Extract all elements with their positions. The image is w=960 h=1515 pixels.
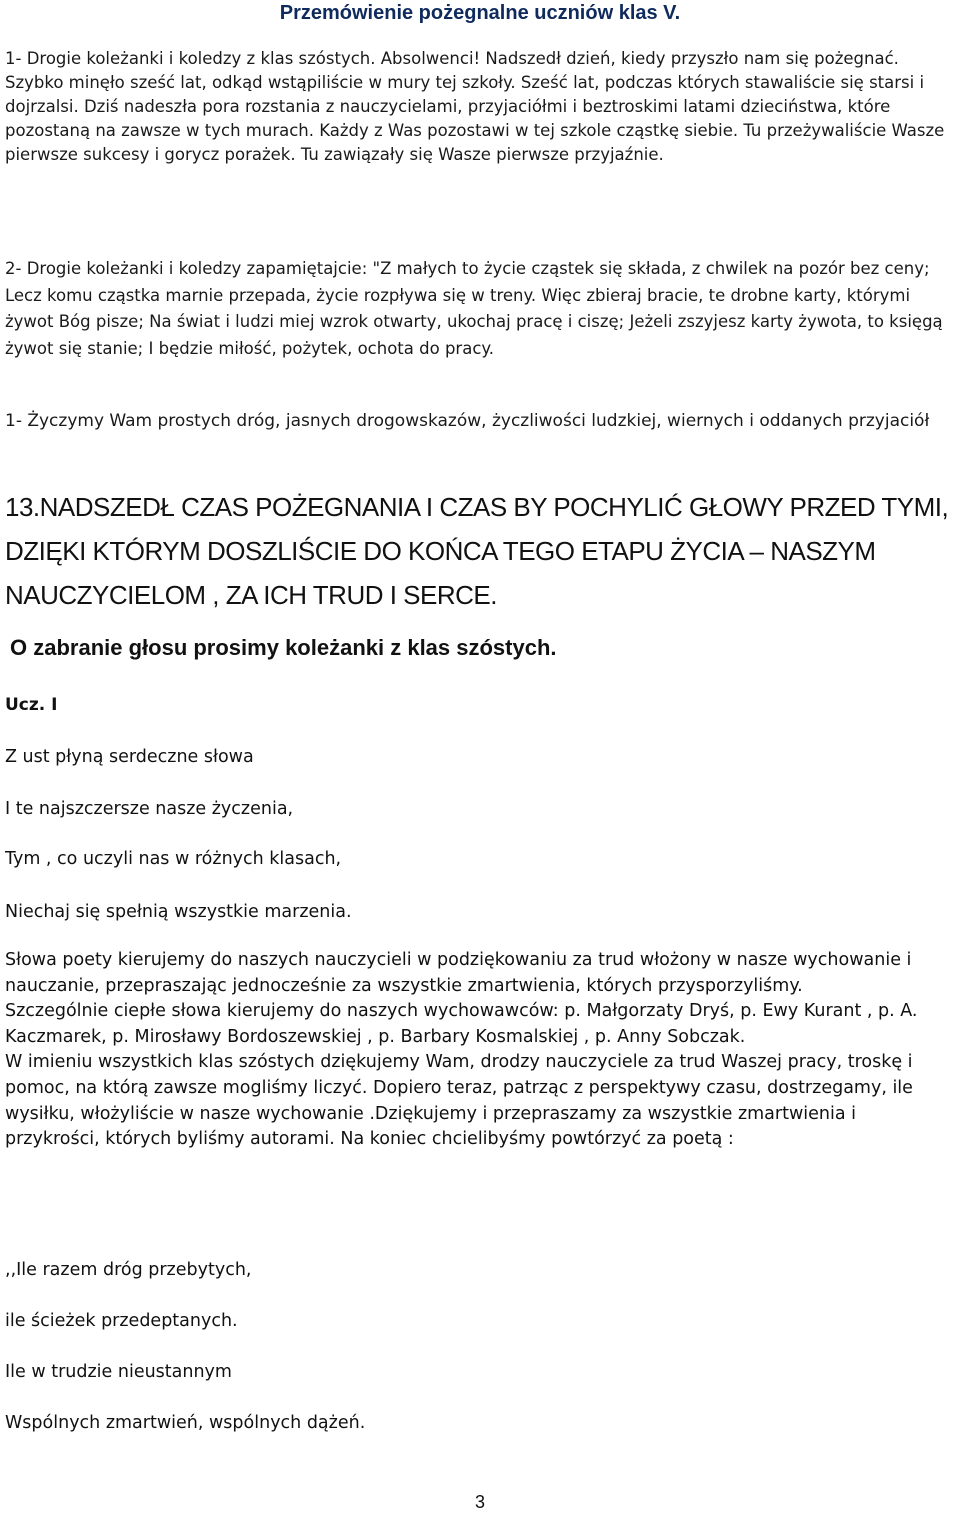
verse-line: Tym , co uczyli nas w różnych klasach,: [5, 849, 342, 869]
body-paragraph: W imieniu wszystkich klas szóstych dziękujemy Wam, drodzy nauczyciele za trud Waszej pracy, troskę i pomoc, na którą zawsze mogliśmy liczyć. Dopiero teraz, patrząc z perspektywy czasu, dostrzegamy, ile wysiłku, włożyliście w nasze wychowanie .Dziękujemy i przepraszamy za wszystkie zmartwienia i przykrości, których byliśmy autorami. Na koniec chcielibyśmy powtórzyć za poetą :: [5, 1052, 913, 1150]
invitation-line: O zabranie głosu prosimy koleżanki z klas szóstych.: [10, 635, 557, 660]
quote-line: ile ścieżek przedeptanych.: [5, 1311, 238, 1331]
section-headline: 13.NADSZEDŁ CZAS POŻEGNANIA I CZAS BY POCHYLIĆ GŁOWY PRZED TYMI, DZIĘKI KTÓRYM DOSZLIŚCIE DO KOŃCA TEGO ETAPU ŻYCIA – NASZYM NAUCZYCIELOM , ZA ICH TRUD I SERCE.: [5, 492, 949, 610]
paragraph-farewell: 1- Drogie koleżanki i koledzy z klas szóstych. Absolwenci! Nadszedł dzień, kiedy przyszło nam się pożegnać. Szybko minęło sześć lat, odkąd wstąpiliście w mury tej szkoły. Sześć lat, podczas których stawaliście się starsi i dojrzalsi. Dziś nadeszła pora rozstania z nauczycielami, przyjaciółmi i beztroskimi latami dzieciństwa, które pozostaną na zawsze w tych murach. Każdy z Was pozostawi w tej szkole cząstkę siebie. Tu przeżywaliście Wasze pierwsze sukcesy i gorycz porażek. Tu zawiązały się Wasze pierwsze przyjaźnie.: [5, 49, 945, 164]
paragraph-wishes: 1- Życzymy Wam prostych dróg, jasnych drogowskazów, życzliwości ludzkiej, wiernych i oddanych przyjaciół: [5, 411, 930, 431]
verse-line: Niechaj się spełnią wszystkie marzenia.: [5, 902, 352, 922]
speaker-label: Ucz. I: [5, 695, 58, 715]
quote-line: ,,Ile razem dróg przebytych,: [5, 1260, 252, 1280]
thanks-body: [5, 948, 955, 1153]
paragraph-remember: 2- Drogie koleżanki i koledzy zapamiętajcie: "Z małych to życie cząstek się składa, z chwilek na pozór bez ceny; Lecz komu cząstka marnie przepada, życie rozpływa się w treny. Więc zbieraj bracie, te drobne karty, którymi żywot Bóg pisze; Na świat i ludzi miej wzrok otwarty, ukochaj pracę i ciszę; Jeżeli zszyjesz karty żywota, to księgą żywot się stanie; I będzie miłość, pożytek, ochota do pracy.: [5, 259, 943, 358]
document-title: Przemówienie pożegnalne uczniów klas V.: [279, 2, 681, 24]
quote-line: Ile w trudzie nieustannym: [5, 1362, 232, 1382]
verse-line: I te najszczersze nasze życzenia,: [5, 799, 294, 819]
body-paragraph: Słowa poety kierujemy do naszych nauczycieli w podziękowaniu za trud włożony w nasze wychowanie i nauczanie, przepraszając jednocześnie za wszystkie zmartwienia, których przysporzyliśmy.: [5, 950, 912, 996]
body-paragraph: Szczególnie ciepłe słowa kierujemy do naszych wychowawców: p. Małgorzaty Dryś, p. Ewy Kurant , p. A. Kaczmarek, p. Mirosławy Bordoszewskiej , p. Barbary Kosmalskiej , p. Anny Sobczak.: [5, 1001, 918, 1047]
quote-line: Wspólnych zmartwień, wspólnych dążeń.: [5, 1413, 366, 1433]
page-number: 3: [474, 1492, 485, 1512]
verse-line: Z ust płyną serdeczne słowa: [5, 747, 254, 767]
